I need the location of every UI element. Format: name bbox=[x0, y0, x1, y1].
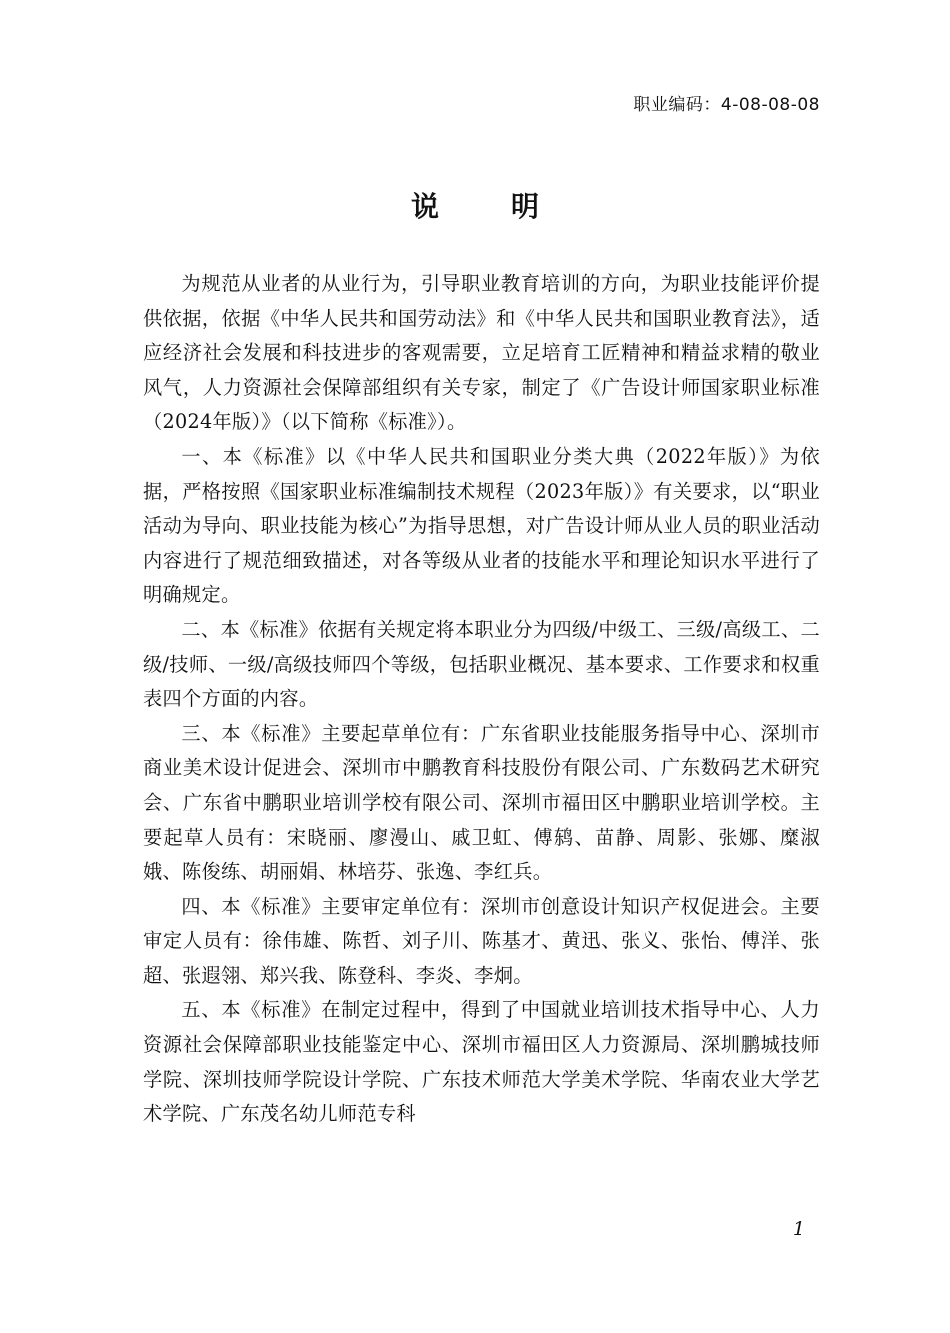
section-two-paragraph: 二、本《标准》依据有关规定将本职业分为四级/中级工、三级/高级工、二级/技师、一级/高级技师四个等级，包括职业概况、基本要求、工作要求和权重表四个方面的内容。 bbox=[143, 617, 820, 711]
section-five-paragraph: 五、本《标准》在制定过程中，得到了中国就业培训技术指导中心、人力资源社会保障部职业技能鉴定中心、深圳市福田区人力资源局、深圳鹏城技师学院、深圳技师学院设计学院、广东技术师范大学美术学院、华南农业大学艺术学院、广东茂名幼儿师范专科 bbox=[143, 998, 820, 1126]
section-one-paragraph: 一、本《标准》以《中华人民共和国职业分类大典（2022年版）》为依据，严格按照《国家职业标准编制技术规程（2023年版）》有关要求，以“职业活动为导向、职业技能为核心”为指导思想，对广告设计师从业人员的职业活动内容进行了规范细致描述，对各等级从业者的技能水平和理论知识水平进行了明确规定。 bbox=[143, 444, 820, 607]
section-four-paragraph: 四、本《标准》主要审定单位有：深圳市创意设计知识产权促进会。主要审定人员有：徐伟雄、陈哲、刘子川、陈基才、黄迅、张义、张怡、傅洋、张超、张遐翎、郑兴我、陈登科、李炎、李炯。 bbox=[143, 894, 820, 987]
section-three-paragraph: 三、本《标准》主要起草单位有：广东省职业技能服务指导中心、深圳市商业美术设计促进会、深圳市中鹏教育科技股份有限公司、广东数码艺术研究会、广东省中鹏职业培训学校有限公司、深圳市福田区中鹏职业培训学校。主要起草人员有：宋晓丽、廖漫山、戚卫虹、傅鸫、苗静、周影、张娜、糜淑娥、陈俊练、胡丽娟、林培芬、张逸、李红兵。 bbox=[143, 721, 820, 884]
page-title: 说明 bbox=[410, 189, 611, 223]
occupation-code: 职业编码：4-08-08-08 bbox=[633, 95, 820, 115]
page-number: 1 bbox=[792, 1218, 805, 1240]
intro-paragraph: 为规范从业者的从业行为，引导职业教育培训的方向，为职业技能评价提供依据，依据《中华人民共和国劳动法》和《中华人民共和国职业教育法》，适应经济社会发展和科技进步的客观需要，立足培育工匠精神和精益求精的敬业风气，人力资源社会保障部组织有关专家，制定了《广告设计师国家职业标准（2024年版）》（以下简称《标准》）。 bbox=[143, 272, 820, 434]
document-body bbox=[143, 267, 820, 1132]
